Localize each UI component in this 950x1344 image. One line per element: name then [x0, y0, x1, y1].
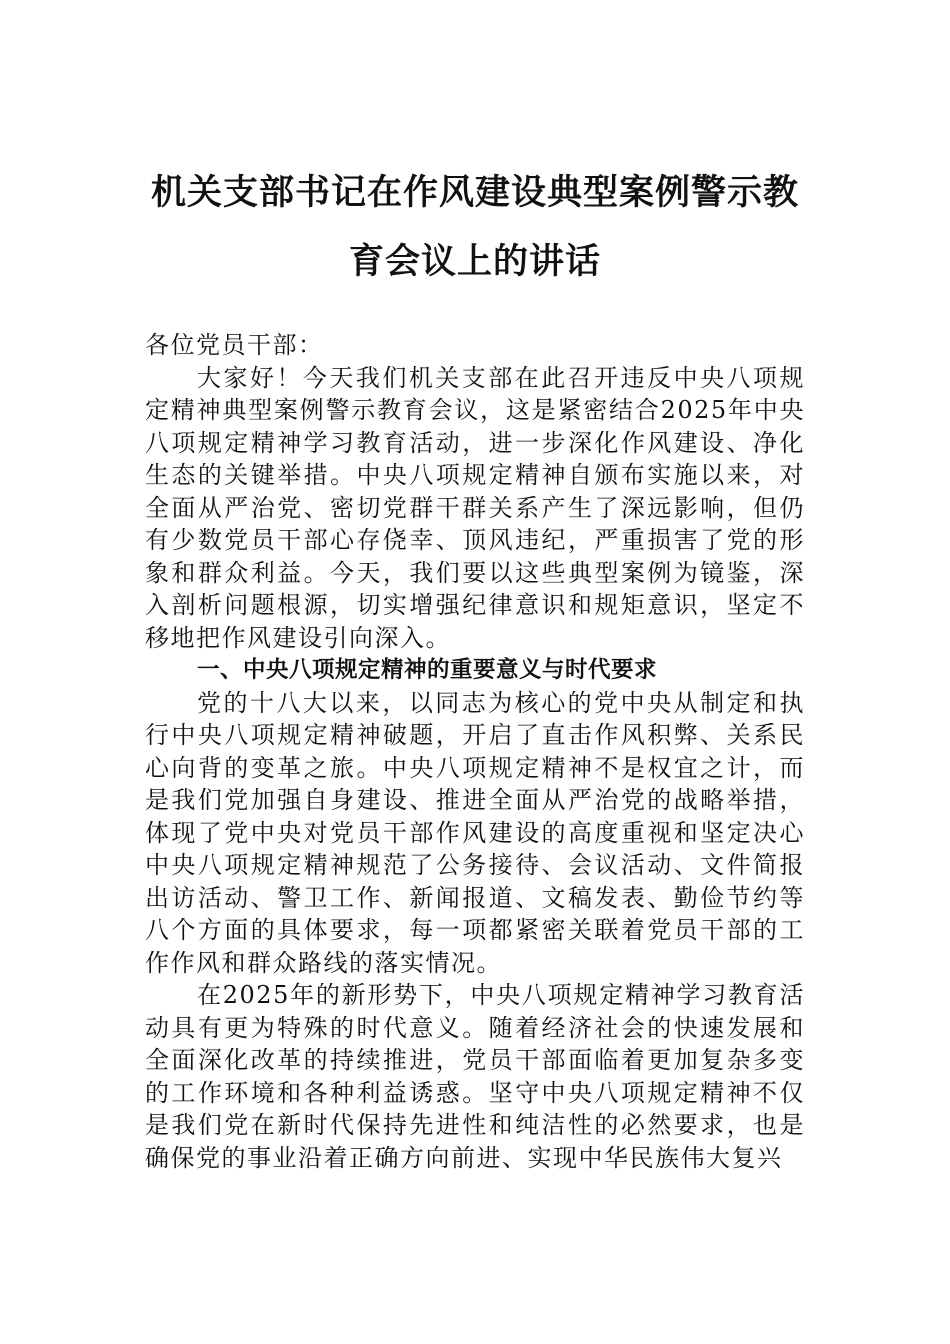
section-heading-1: 一、中央八项规定精神的重要意义与时代要求 [197, 657, 658, 683]
document-title [145, 158, 805, 296]
paragraph-3: 在2025年的新形势下，中央八项规定精神学习教育活动具有更为特殊的时代意义。随着经济社会的快速发展和全面深化改革的持续推进，党员干部面临着更加复杂多变的工作环境和各种利益诱惑。坚守中央八项规定精神不仅是我们党在新时代保持先进性和纯洁性的必然要求，也是确保党的事业沿着正确方向前进、实现中华民族伟大复兴 [145, 981, 805, 1172]
paragraph-1: 大家好！今天我们机关支部在此召开违反中央八项规定精神典型案例警示教育会议，这是紧密结合2025年中央八项规定精神学习教育活动，进一步深化作风建设、净化生态的关键举措。中央八项规定精神自颁布实施以来，对全面从严治党、密切党群干群关系产生了深远影响，但仍有少数党员干部心存侥幸、顶风违纪，严重损害了党的形象和群众利益。今天，我们要以这些典型案例为镜鉴，深入剖析问题根源，切实增强纪律意识和规矩意识，坚定不移地把作风建设引向深入。 [145, 363, 805, 652]
title-line-2: 育会议上的讲话 [348, 241, 601, 282]
paragraph-2: 党的十八大以来，以同志为核心的党中央从制定和执行中央八项规定精神破题，开启了直击作风积弊、关系民心向背的变革之旅。中央八项规定精神不是权宜之计，而是我们党加强自身建设、推进全面从严治党的战略举措，体现了党中央对党员干部作风建设的高度重视和坚定决心中央八项规定精神规范了公务接待、会议活动、文件简报出访活动、警卫工作、新闻报道、文稿发表、勤俭节约等八个方面的具体要求，每一项都紧密关联着党员干部的工作作风和群众路线的落实情况。 [145, 688, 805, 977]
document-body [145, 329, 805, 1174]
salutation: 各位党员干部： [145, 331, 324, 359]
title-line-1: 机关支部书记在作风建设典型案例警示教 [150, 172, 799, 213]
